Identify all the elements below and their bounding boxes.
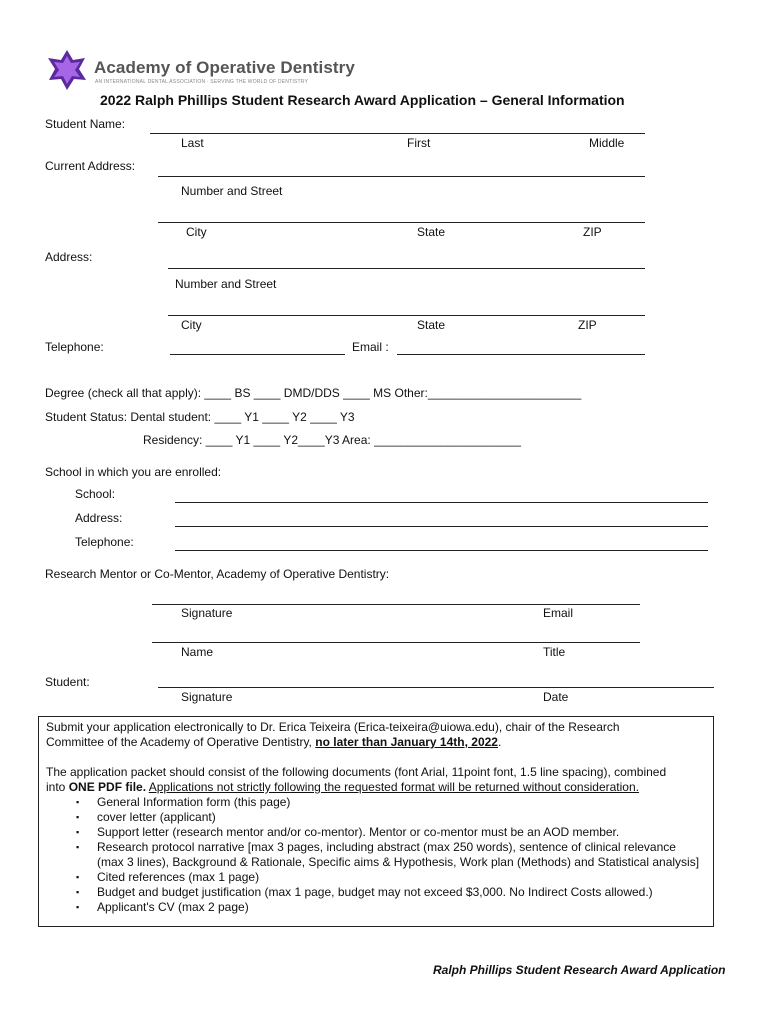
student-label: Student: bbox=[45, 675, 90, 689]
zip-caption: ZIP bbox=[578, 318, 597, 332]
mentor-email-caption: Email bbox=[543, 606, 574, 620]
deadline-text: no later than January 14th, 2022 bbox=[315, 735, 498, 749]
school-telephone-field[interactable] bbox=[175, 550, 708, 551]
one-pdf-text: ONE PDF file. bbox=[68, 780, 147, 794]
submit-text-2: Committee of the Academy of Operative Dentistry, bbox=[46, 735, 312, 749]
current-city-field[interactable] bbox=[158, 222, 645, 223]
logo bbox=[46, 48, 355, 92]
bullet-icon: ▪ bbox=[76, 872, 80, 882]
email-label: Email : bbox=[352, 340, 389, 354]
instructions-box bbox=[38, 716, 714, 927]
mentor-title-caption: Title bbox=[543, 645, 566, 659]
student-name-field[interactable] bbox=[150, 133, 645, 134]
mentor-name-caption: Name bbox=[181, 645, 214, 659]
current-street-caption: Number and Street bbox=[181, 184, 283, 198]
student-name-label: Student Name: bbox=[45, 117, 126, 131]
bullet-icon: ▪ bbox=[76, 797, 80, 807]
logo-title: Academy of Operative Dentistry bbox=[94, 58, 355, 77]
packet-into: into bbox=[46, 780, 66, 794]
student-signature-field[interactable] bbox=[158, 687, 714, 688]
student-status-line[interactable]: Student Status: Dental student: ____ Y1 ____ Y2 ____ Y3 bbox=[45, 410, 355, 424]
bullet-icon: ▪ bbox=[76, 827, 80, 837]
list-item: ▪ Research protocol narrative [max 3 pages, including abstract (max 250 words), sentence of clinical relevance (max 3 lines), Background & Rationale, Specific aims & Hypothesis, Work plan (Methods) and Statistical analysis] bbox=[76, 840, 700, 869]
city-field[interactable] bbox=[168, 315, 645, 316]
telephone-label: Telephone: bbox=[45, 340, 104, 354]
first-name-caption: First bbox=[407, 136, 431, 150]
page-title: 2022 Ralph Phillips Student Research Award Application – General Information bbox=[100, 92, 625, 108]
street-field[interactable] bbox=[168, 268, 645, 269]
address-label: Address: bbox=[45, 250, 93, 264]
student-date-caption: Date bbox=[543, 690, 569, 704]
email-field[interactable] bbox=[397, 354, 645, 355]
mentor-name-field[interactable] bbox=[152, 642, 640, 643]
residency-line[interactable]: Residency: ____ Y1 ____ Y2____Y3 Area: ______________________ bbox=[143, 433, 521, 447]
school-heading: School in which you are enrolled: bbox=[45, 465, 222, 479]
city-caption: City bbox=[181, 318, 202, 332]
current-address-label: Current Address: bbox=[45, 159, 136, 173]
school-label: School: bbox=[75, 487, 116, 501]
footer-text: Ralph Phillips Student Research Award Application bbox=[433, 963, 726, 977]
mentor-signature-field[interactable] bbox=[152, 604, 640, 605]
bullet-icon: ▪ bbox=[76, 902, 80, 912]
list-item: ▪ cover letter (applicant) bbox=[76, 810, 216, 824]
school-address-label: Address: bbox=[75, 511, 123, 525]
current-state-caption: State bbox=[417, 225, 446, 239]
school-telephone-label: Telephone: bbox=[75, 535, 134, 549]
bullet-icon: ▪ bbox=[76, 842, 80, 852]
telephone-field[interactable] bbox=[170, 354, 345, 355]
list-item: ▪ Support letter (research mentor and/or co-mentor). Mentor or co-mentor must be an AOD member. bbox=[76, 825, 620, 839]
current-street-field[interactable] bbox=[158, 176, 645, 177]
document-list bbox=[46, 795, 710, 915]
format-warning: Applications not strictly following the requested format will be returned without consideration. bbox=[148, 780, 639, 794]
student-signature-caption: Signature bbox=[181, 690, 233, 704]
academy-star-icon bbox=[46, 48, 88, 92]
degree-line[interactable]: Degree (check all that apply): ____ BS ____ DMD/DDS ____ MS Other:_______________________ bbox=[45, 386, 582, 400]
list-item: ▪ Budget and budget justification (max 1 page, budget may not exceed $3,000. No Indirect Costs allowed.) bbox=[76, 885, 653, 899]
current-city-caption: City bbox=[186, 225, 207, 239]
bullet-icon: ▪ bbox=[76, 887, 80, 897]
bullet-icon: ▪ bbox=[76, 812, 80, 822]
mentor-heading: Research Mentor or Co-Mentor, Academy of Operative Dentistry: bbox=[45, 567, 390, 581]
submit-paragraph: Submit your application electronically to Dr. Erica Teixeira (Erica-teixeira@uiowa.edu), chair of the Research Committee of the Academy of Operative Dentistry, no later than January 14th, 2022. bbox=[46, 720, 620, 749]
mentor-signature-caption: Signature bbox=[181, 606, 233, 620]
current-zip-caption: ZIP bbox=[583, 225, 602, 239]
school-field[interactable] bbox=[175, 502, 708, 503]
last-name-caption: Last bbox=[181, 136, 204, 150]
submit-text: Submit your application electronically to Dr. Erica Teixeira (Erica-teixeira@uiowa.edu), chair of the Research bbox=[46, 720, 620, 734]
logo-tagline: AN INTERNATIONAL DENTAL ASSOCIATION · SERVING THE WORLD OF DENTISTRY bbox=[95, 79, 308, 85]
list-item: ▪ Cited references (max 1 page) bbox=[76, 870, 260, 884]
packet-paragraph bbox=[46, 765, 710, 795]
packet-text: The application packet should consist of the following documents (font Arial, 11point font, 1.5 line spacing), combined bbox=[46, 765, 667, 779]
list-item: ▪ General Information form (this page) bbox=[76, 795, 291, 809]
street-caption: Number and Street bbox=[175, 277, 277, 291]
middle-name-caption: Middle bbox=[589, 136, 625, 150]
school-address-field[interactable] bbox=[175, 526, 708, 527]
list-item: ▪ Applicant's CV (max 2 page) bbox=[76, 900, 249, 914]
state-caption: State bbox=[417, 318, 446, 332]
